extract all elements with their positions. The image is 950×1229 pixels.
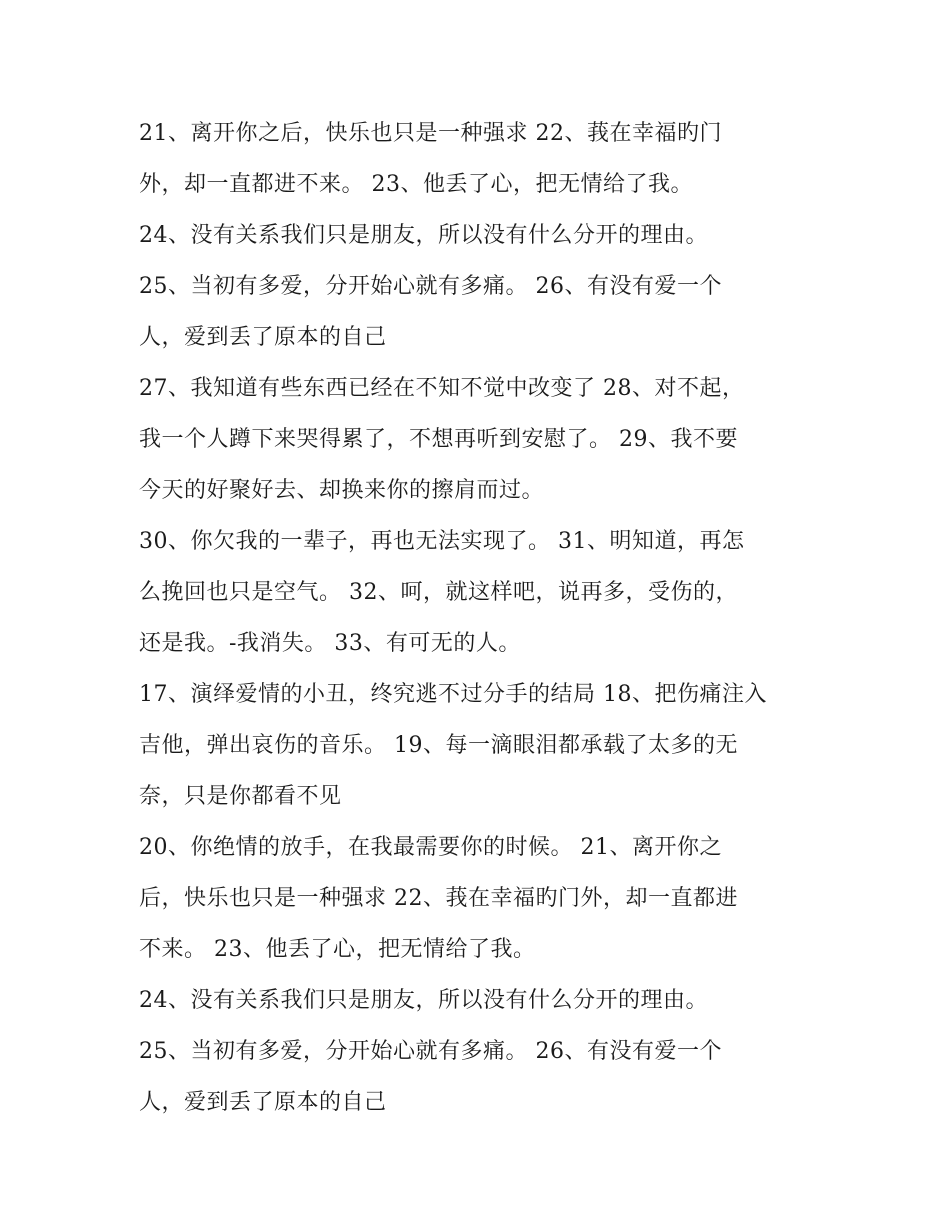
text-body — [139, 108, 839, 1128]
text-line: 奈，只是你都看不见 — [139, 784, 342, 809]
text-line: 25、当初有多爱，分开始心就有多痛。 26、有没有爱一个 — [139, 274, 722, 299]
text-line: 外，却一直都进不来。 23、他丢了心，把无情给了我。 — [139, 172, 693, 197]
text-line: 吉他，弹出哀伤的音乐。 19、每一滴眼泪都承载了太多的无 — [139, 733, 738, 758]
text-line: 么挽回也只是空气。 32、呵，就这样吧，说再多，受伤的， — [139, 580, 738, 605]
text-line: 不来。 23、他丢了心，把无情给了我。 — [139, 937, 536, 962]
text-line: 25、当初有多爱，分开始心就有多痛。 26、有没有爱一个 — [139, 1039, 722, 1064]
text-line: 今天的好聚好去、却换来你的擦肩而过。 — [139, 478, 545, 503]
text-line: 人，爱到丢了原本的自己 — [139, 1090, 387, 1115]
text-line: 17、演绎爱情的小丑，终究逃不过分手的结局 18、把伤痛注入 — [139, 682, 767, 707]
text-line: 20、你绝情的放手，在我最需要你的时候。 21、离开你之 — [139, 835, 722, 860]
text-line: 24、没有关系我们只是朋友，所以没有什么分开的理由。 — [139, 223, 708, 248]
text-line: 我一个人蹲下来哭得累了，不想再听到安慰了。 29、我不要 — [139, 427, 738, 452]
text-line: 还是我。-我消失。 33、有可无的人。 — [139, 631, 521, 656]
text-line: 21、离开你之后，快乐也只是一种强求 22、莪在幸福旳门 — [139, 121, 722, 146]
text-line: 后，快乐也只是一种强求 22、莪在幸福旳门外，却一直都进 — [139, 886, 738, 911]
text-line: 27、我知道有些东西已经在不知不觉中改变了 28、对不起， — [139, 376, 745, 401]
text-line: 人，爱到丢了原本的自己 — [139, 325, 387, 350]
text-line: 30、你欠我的一辈子，再也无法实现了。 31、明知道，再怎 — [139, 529, 745, 554]
text-line: 24、没有关系我们只是朋友，所以没有什么分开的理由。 — [139, 988, 708, 1013]
